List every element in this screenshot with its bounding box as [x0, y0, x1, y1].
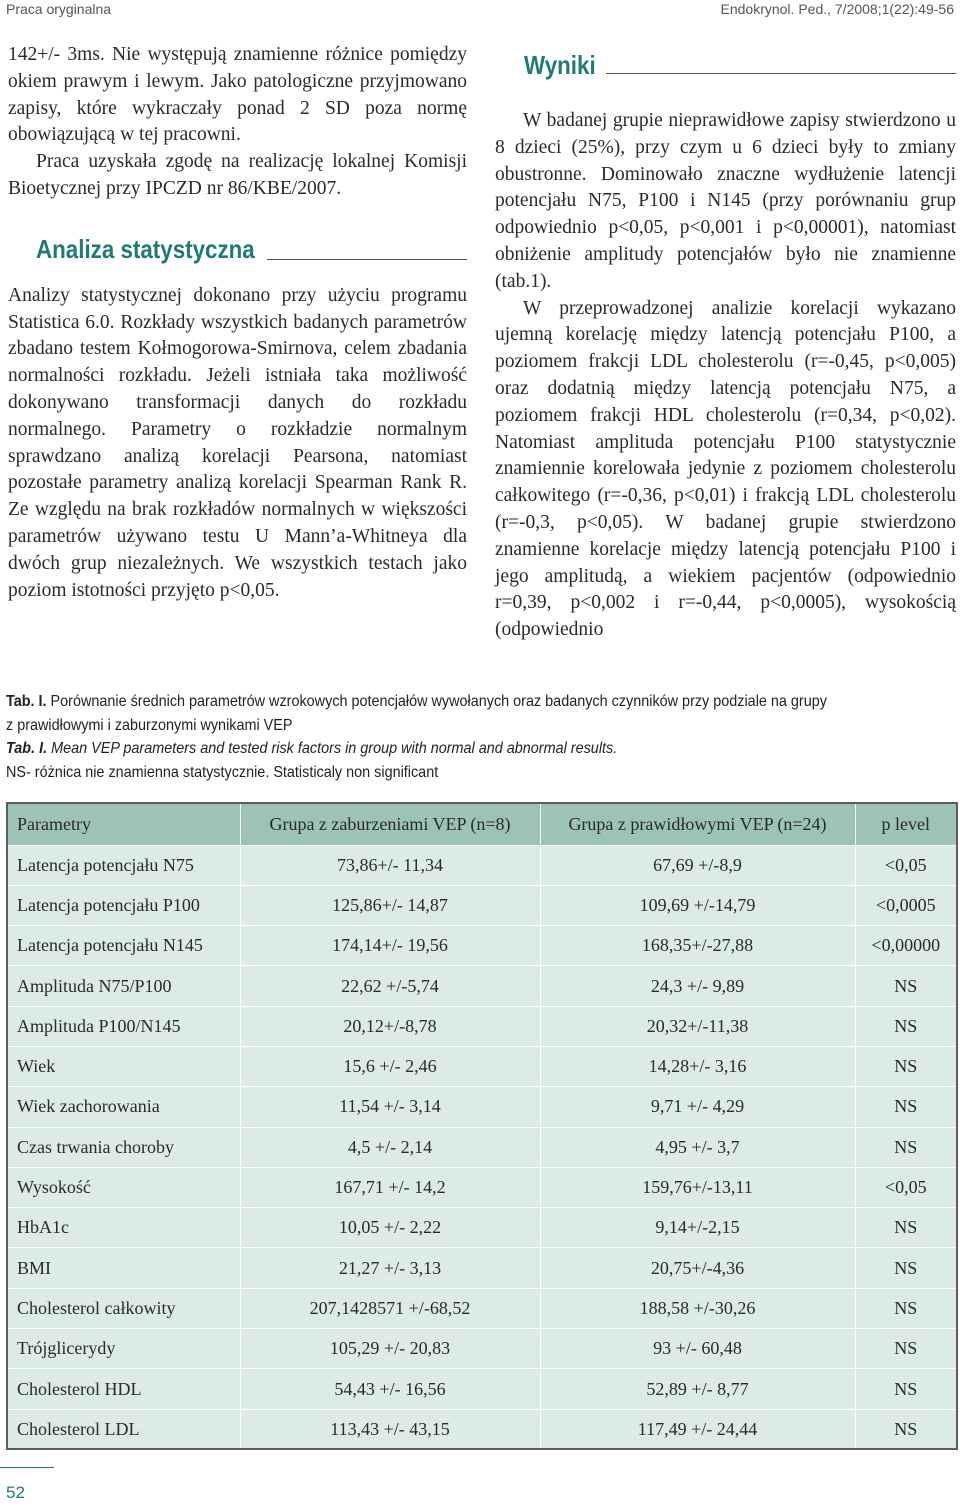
row-p-level: NS	[855, 1127, 957, 1167]
row-abnormal-value: 73,86+/- 11,34	[240, 845, 540, 885]
table-row	[7, 1208, 957, 1248]
row-abnormal-value: 21,27 +/- 3,13	[240, 1248, 540, 1288]
row-abnormal-value: 4,5 +/- 2,14	[240, 1127, 540, 1167]
section-heading-results: Wyniki	[524, 50, 596, 80]
row-normal-value: 188,58 +/-30,26	[540, 1288, 855, 1328]
running-header-left: Praca oryginalna	[6, 1, 112, 17]
header-p-level: p level	[855, 803, 957, 845]
heading-rule-results	[606, 73, 956, 74]
header-abnormal-group: Grupa z zaburzeniami VEP (n=8)	[240, 803, 540, 845]
header-normal-group: Grupa z prawidłowymi VEP (n=24)	[540, 803, 855, 845]
row-normal-value: 93 +/- 60,48	[540, 1329, 855, 1369]
table-row	[7, 885, 957, 925]
row-normal-value: 4,95 +/- 3,7	[540, 1127, 855, 1167]
row-parameter: Latencja potencjału N145	[7, 926, 240, 966]
row-parameter: Latencja potencjału P100	[7, 885, 240, 925]
table-row	[7, 845, 957, 885]
caption-label-pl: Tab. I.	[6, 693, 47, 710]
table-header-row	[7, 803, 957, 845]
row-normal-value: 117,49 +/- 24,44	[540, 1409, 855, 1449]
row-parameter: Cholesterol LDL	[7, 1409, 240, 1449]
table-row	[7, 926, 957, 966]
row-p-level: <0,0005	[855, 885, 957, 925]
row-abnormal-value: 113,43 +/- 43,15	[240, 1409, 540, 1449]
row-abnormal-value: 22,62 +/-5,74	[240, 966, 540, 1006]
row-abnormal-value: 20,12+/-8,78	[240, 1006, 540, 1046]
header-parameters: Parametry	[7, 803, 240, 845]
running-header-right: Endokrynol. Ped., 7/2008;1(22):49-56	[720, 1, 954, 17]
row-abnormal-value: 174,14+/- 19,56	[240, 926, 540, 966]
row-normal-value: 52,89 +/- 8,77	[540, 1369, 855, 1409]
row-abnormal-value: 167,71 +/- 14,2	[240, 1167, 540, 1207]
row-abnormal-value: 105,29 +/- 20,83	[240, 1329, 540, 1369]
row-abnormal-value: 10,05 +/- 2,22	[240, 1208, 540, 1248]
table-row	[7, 1006, 957, 1046]
row-normal-value: 159,76+/-13,11	[540, 1167, 855, 1207]
row-normal-value: 109,69 +/-14,79	[540, 885, 855, 925]
table-row	[7, 1248, 957, 1288]
row-p-level: <0,05	[855, 1167, 957, 1207]
caption-text-en: Mean VEP parameters and tested risk factors in group with normal and abnormal results.	[51, 740, 618, 757]
caption-line-pl-1	[6, 690, 861, 714]
caption-label-en: Tab. I.	[6, 740, 48, 757]
row-p-level: <0,00000	[855, 926, 957, 966]
row-parameter: Wiek	[7, 1046, 240, 1086]
row-normal-value: 9,14+/-2,15	[540, 1208, 855, 1248]
caption-line-en	[6, 737, 861, 761]
row-p-level: NS	[855, 966, 957, 1006]
table-row	[7, 1409, 957, 1449]
row-abnormal-value: 207,1428571 +/-68,52	[240, 1288, 540, 1328]
paragraph-bioethics: Praca uzyskała zgodę na realizację lokalnej Komisji Bioetycznej przy IPCZD nr 86/KBE/2007.	[8, 151, 467, 199]
row-p-level: NS	[855, 1006, 957, 1046]
row-parameter: HbA1c	[7, 1208, 240, 1248]
paragraph-statistics: Analizy statystycznej dokonano przy użyciu programu Statistica 6.0. Rozkłady wszystkich badanych parametrów zbadano testem Kołmogorowa-Smirnova, celem zbadania normalności rozkładu. Jeżeli istniała taka możliwość dokonywano transformacji danych do rozkładu normalnego. Parametry o rozkładzie normalnym sprawdzano analizą korelacji Pearsona, natomiast pozostałe parametry analizą korelacji Spearman Rank R. Ze względu na brak rozkładów normalnych w większości parametrów używano testu U Mann’a-Whitneya dla dwóch grup niezależnych. We wszystkich testach jako poziom istotności przyjęto p<0,05.	[8, 284, 467, 601]
row-normal-value: 20,32+/-11,38	[540, 1006, 855, 1046]
table-row	[7, 1167, 957, 1207]
table-row	[7, 1087, 957, 1127]
row-parameter: Cholesterol całkowity	[7, 1288, 240, 1328]
row-parameter: Trójglicerydy	[7, 1329, 240, 1369]
table-row	[7, 1329, 957, 1369]
table-row	[7, 1127, 957, 1167]
table-caption	[6, 690, 956, 784]
page-number: 52	[6, 1483, 25, 1502]
paragraph-results-2: W przeprowadzonej analizie korelacji wykazano ujemną korelację między latencją potencjału P100, a poziomem frakcji LDL cholesterolu (r=-0,45, p<0,005) oraz dodatnią między latencją potencjału N75, a poziomem frakcji HDL cholesterolu (r=0,34, p<0,02). Natomiast amplituda potencjału P100 statystycznie znamiennie korelowała jedynie z poziomem cholesterolu całkowitego (r=-0,36, p<0,01) i frakcją LDL cholesterolu (r=-0,3, p<0,05). W badanej grupie stwierdzono znamienne korelacje między latencją potencjału P100 i jego amplitudą, a wiekiem pacjentów (odpowiednio r=0,39, p<0,002 i r=-0,44, p<0,0005), wysokością (odpowiednio	[495, 297, 956, 641]
left-column	[8, 42, 467, 604]
row-normal-value: 67,69 +/-8,9	[540, 845, 855, 885]
row-normal-value: 20,75+/-4,36	[540, 1248, 855, 1288]
row-p-level: NS	[855, 1409, 957, 1449]
row-p-level: NS	[855, 1248, 957, 1288]
table-row	[7, 1288, 957, 1328]
row-p-level: NS	[855, 1087, 957, 1127]
row-abnormal-value: 15,6 +/- 2,46	[240, 1046, 540, 1086]
caption-text-pl-1: Porównanie średnich parametrów wzrokowych potencjałów wywołanych oraz badanych czynników przy podziale na grupy	[50, 693, 827, 710]
caption-text-pl-2: z prawidłowymi i zaburzonymi wynikami VEP	[6, 716, 293, 734]
row-parameter: Czas trwania choroby	[7, 1127, 240, 1167]
row-parameter: Amplituda N75/P100	[7, 966, 240, 1006]
table-row	[7, 1046, 957, 1086]
row-normal-value: 24,3 +/- 9,89	[540, 966, 855, 1006]
results-table	[6, 802, 958, 1450]
table-row	[7, 1369, 957, 1409]
row-abnormal-value: 11,54 +/- 3,14	[240, 1087, 540, 1127]
row-p-level: NS	[855, 1208, 957, 1248]
section-heading-statistics: Analiza statystyczna	[36, 234, 255, 264]
row-parameter: Wysokość	[7, 1167, 240, 1207]
paragraph-methods-end: 142+/- 3ms. Nie występują znamienne różnice pomiędzy okiem prawym i lewym. Jako patologiczne przyjmowano zapisy, które wykraczały ponad 2 SD poza normę obowiązującą w tej pracowni.	[8, 44, 467, 146]
row-parameter: Amplituda P100/N145	[7, 1006, 240, 1046]
row-p-level: NS	[855, 1329, 957, 1369]
caption-note: NS- różnica nie znamienna statystycznie. Statisticaly non significant	[6, 763, 439, 781]
row-p-level: NS	[855, 1288, 957, 1328]
row-p-level: NS	[855, 1046, 957, 1086]
row-parameter: Latencja potencjału N75	[7, 845, 240, 885]
row-abnormal-value: 54,43 +/- 16,56	[240, 1369, 540, 1409]
row-parameter: Cholesterol HDL	[7, 1369, 240, 1409]
row-abnormal-value: 125,86+/- 14,87	[240, 885, 540, 925]
row-parameter: BMI	[7, 1248, 240, 1288]
heading-rule-statistics	[267, 259, 467, 260]
page-number-rule	[0, 1467, 54, 1468]
row-p-level: NS	[855, 1369, 957, 1409]
row-normal-value: 14,28+/- 3,16	[540, 1046, 855, 1086]
table-row	[7, 966, 957, 1006]
paragraph-results-1: W badanej grupie nieprawidłowe zapisy stwierdzono u 8 dzieci (25%), przy czym u 6 dzieci były to zmiany obustronne. Dominowało znaczne wydłużenie latencji potencjału N75, P100 i N145 (przy porównaniu grup odpowiednio p<0,05, p<0,001 i p<0,00001), natomiast obniżenie amplitudy potencjałów było nie znamienne (tab.1).	[495, 110, 956, 292]
row-normal-value: 168,35+/-27,88	[540, 926, 855, 966]
row-normal-value: 9,71 +/- 4,29	[540, 1087, 855, 1127]
row-p-level: <0,05	[855, 845, 957, 885]
row-parameter: Wiek zachorowania	[7, 1087, 240, 1127]
right-column	[495, 108, 956, 644]
